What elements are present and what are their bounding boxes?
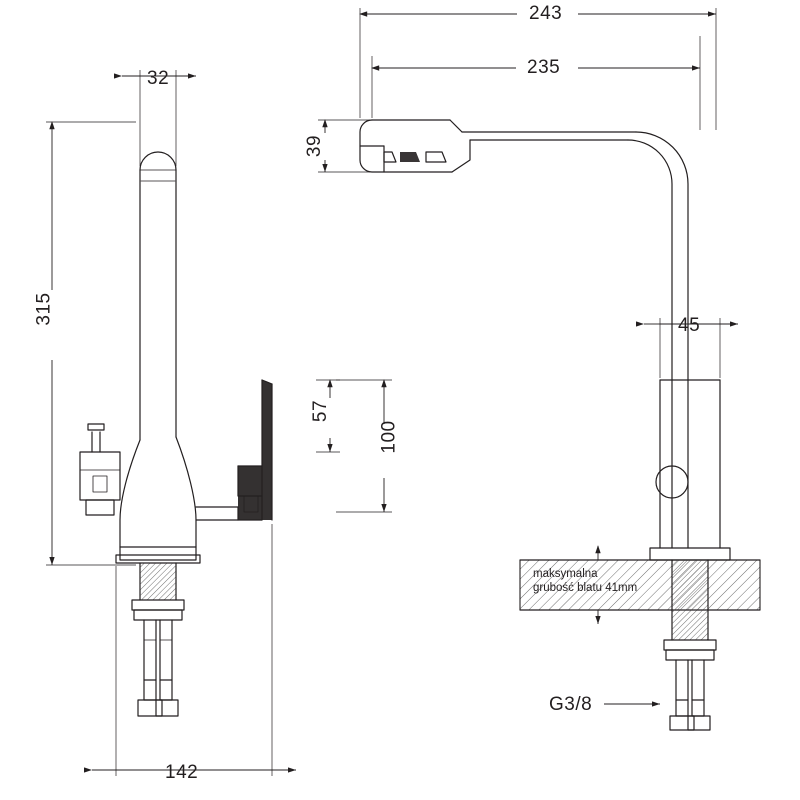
thread-size-label: G3/8	[549, 694, 593, 715]
dimension-label-315: 315	[33, 292, 55, 326]
dimension-label-39: 39	[304, 134, 326, 158]
dimension-label-57: 57	[310, 399, 332, 423]
dimension-label-235: 235	[527, 57, 561, 78]
dimension-label-32: 32	[147, 68, 170, 89]
worktop-thickness-note	[533, 567, 637, 595]
worktop-note-line-2: grubość blatu 41mm	[533, 582, 638, 594]
dimension-label-45: 45	[678, 315, 701, 336]
worktop-note-line-1: maksymalna	[533, 568, 598, 580]
dimension-label-243: 243	[529, 3, 563, 24]
dimension-label-100: 100	[378, 420, 400, 454]
dimension-label-142: 142	[165, 762, 199, 783]
